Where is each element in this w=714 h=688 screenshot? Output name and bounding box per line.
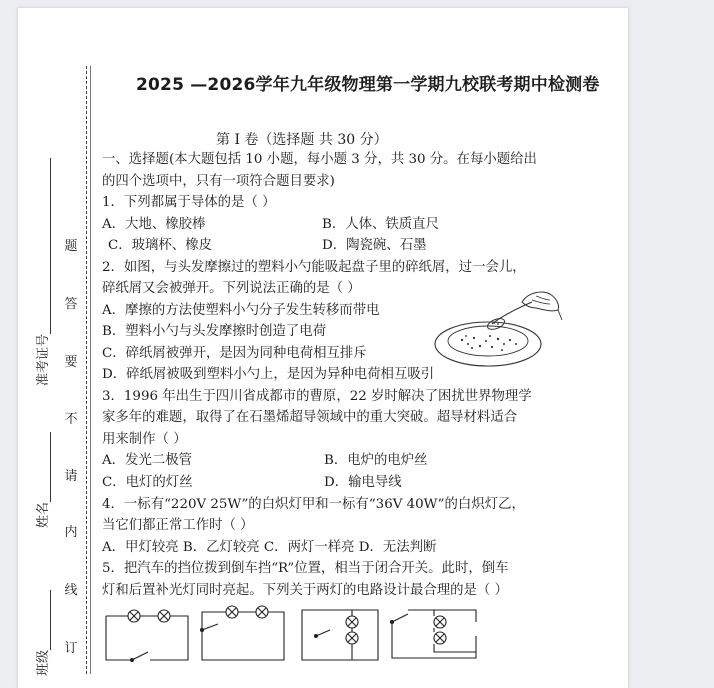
q5-stem-2: 灯和后置补光灯同时亮起。下列关于两灯的电路设计最合理的是（ ）	[102, 583, 508, 598]
seal-char-1: 题	[64, 239, 78, 254]
q3-option-a[interactable]: A．发光二极管	[102, 453, 193, 468]
seal-char-2: 答	[64, 297, 78, 312]
section-instruction-2: 的四个选项中，只有一项符合题目要求)	[102, 174, 335, 189]
seal-char-3: 要	[64, 355, 78, 370]
q3-option-d[interactable]: D．输电导线	[324, 475, 402, 490]
name-label: 姓名	[36, 501, 51, 528]
q1-option-a[interactable]: A．大地、橡胶棒	[102, 217, 206, 232]
q1-option-b[interactable]: B．人体、铁质直尺	[322, 217, 439, 232]
exam-number-label: 准考证号	[36, 333, 51, 386]
class-field	[32, 590, 51, 676]
q2-stem-1: 2．如图，与头发摩擦过的塑料小勺能吸起盘子里的碎纸屑，过一会儿，	[102, 260, 526, 275]
exam-number-field	[32, 158, 51, 386]
q4-stem-1: 4．一标有“220V 25W”的白炽灯甲和一标有“36V 40W”的白炽灯乙，	[102, 497, 525, 512]
exam-number-blank[interactable]	[50, 158, 51, 334]
q2-option-a[interactable]: A．摩擦的方法使塑料小勺分子发生转移而带电	[102, 303, 380, 318]
q3-option-c[interactable]: C．电灯的灯丝	[102, 475, 193, 490]
seal-char-6: 内	[64, 525, 78, 540]
circuit-diagram-c	[296, 602, 388, 668]
seal-char-7: 线	[64, 583, 78, 598]
name-blank[interactable]	[50, 432, 51, 502]
spoon-plate-illustration	[432, 286, 562, 368]
class-label: 班级	[36, 649, 51, 676]
binding-dashed-line	[86, 66, 87, 674]
q1-option-d[interactable]: D．陶瓷碗、石墨	[322, 238, 427, 253]
q2-option-d[interactable]: D．碎纸屑被吸到塑料小勺上，是因为异种电荷相互吸引	[102, 367, 435, 382]
section-instruction-1: 一、选择题(本大题包括 10 小题，每小题 3 分，共 30 分。在每小题给出	[102, 152, 537, 167]
q1-stem: 1．下列都属于导体的是（ ）	[102, 195, 276, 210]
circuit-diagram-b	[196, 602, 292, 668]
q4-stem-2: 当它们都正常工作时（ ）	[102, 518, 254, 533]
q5-stem-1: 5．把汽车的挡位拨到倒车挡“R”位置，相当于闭合开关。此时，倒车	[102, 561, 509, 576]
seal-char-5: 请	[64, 469, 78, 484]
exam-title: 2025 —2026学年九年级物理第一学期九校联考期中检测卷	[136, 75, 600, 95]
q3-stem-1: 3．1996 年出生于四川省成都市的曹原，22 岁时解决了困扰世界物理学	[102, 389, 532, 404]
seal-char-4: 不	[64, 412, 78, 427]
q3-stem-3: 用来制作（ ）	[102, 432, 187, 447]
seal-char-8: 订	[64, 641, 78, 656]
q3-stem-2: 家多年的难题，取得了在石墨烯超导领域中的重大突破。超导材料适合	[102, 410, 518, 425]
circuit-diagram-d	[386, 596, 486, 668]
q1-option-c[interactable]: C．玻璃杯、橡皮	[108, 238, 212, 253]
q4-options[interactable]: A．甲灯较亮 B．乙灯较亮 C．两灯一样亮 D．无法判断	[102, 540, 437, 555]
q2-option-b[interactable]: B．塑料小勺与头发摩擦时创造了电荷	[102, 324, 327, 339]
circuit-diagram-a	[100, 602, 196, 668]
class-blank[interactable]	[50, 590, 51, 650]
q2-stem-2: 碎纸屑又会被弹开。下列说法正确的是（ ）	[102, 281, 361, 296]
q2-option-c[interactable]: C．碎纸屑被弹开，是因为同种电荷相互排斥	[102, 346, 367, 361]
binding-solid-line	[90, 66, 91, 674]
q3-option-b[interactable]: B．电炉的电炉丝	[324, 453, 428, 468]
name-field	[32, 432, 51, 528]
section-subtitle: 第 I 卷（选择题 共 30 分）	[216, 132, 388, 148]
